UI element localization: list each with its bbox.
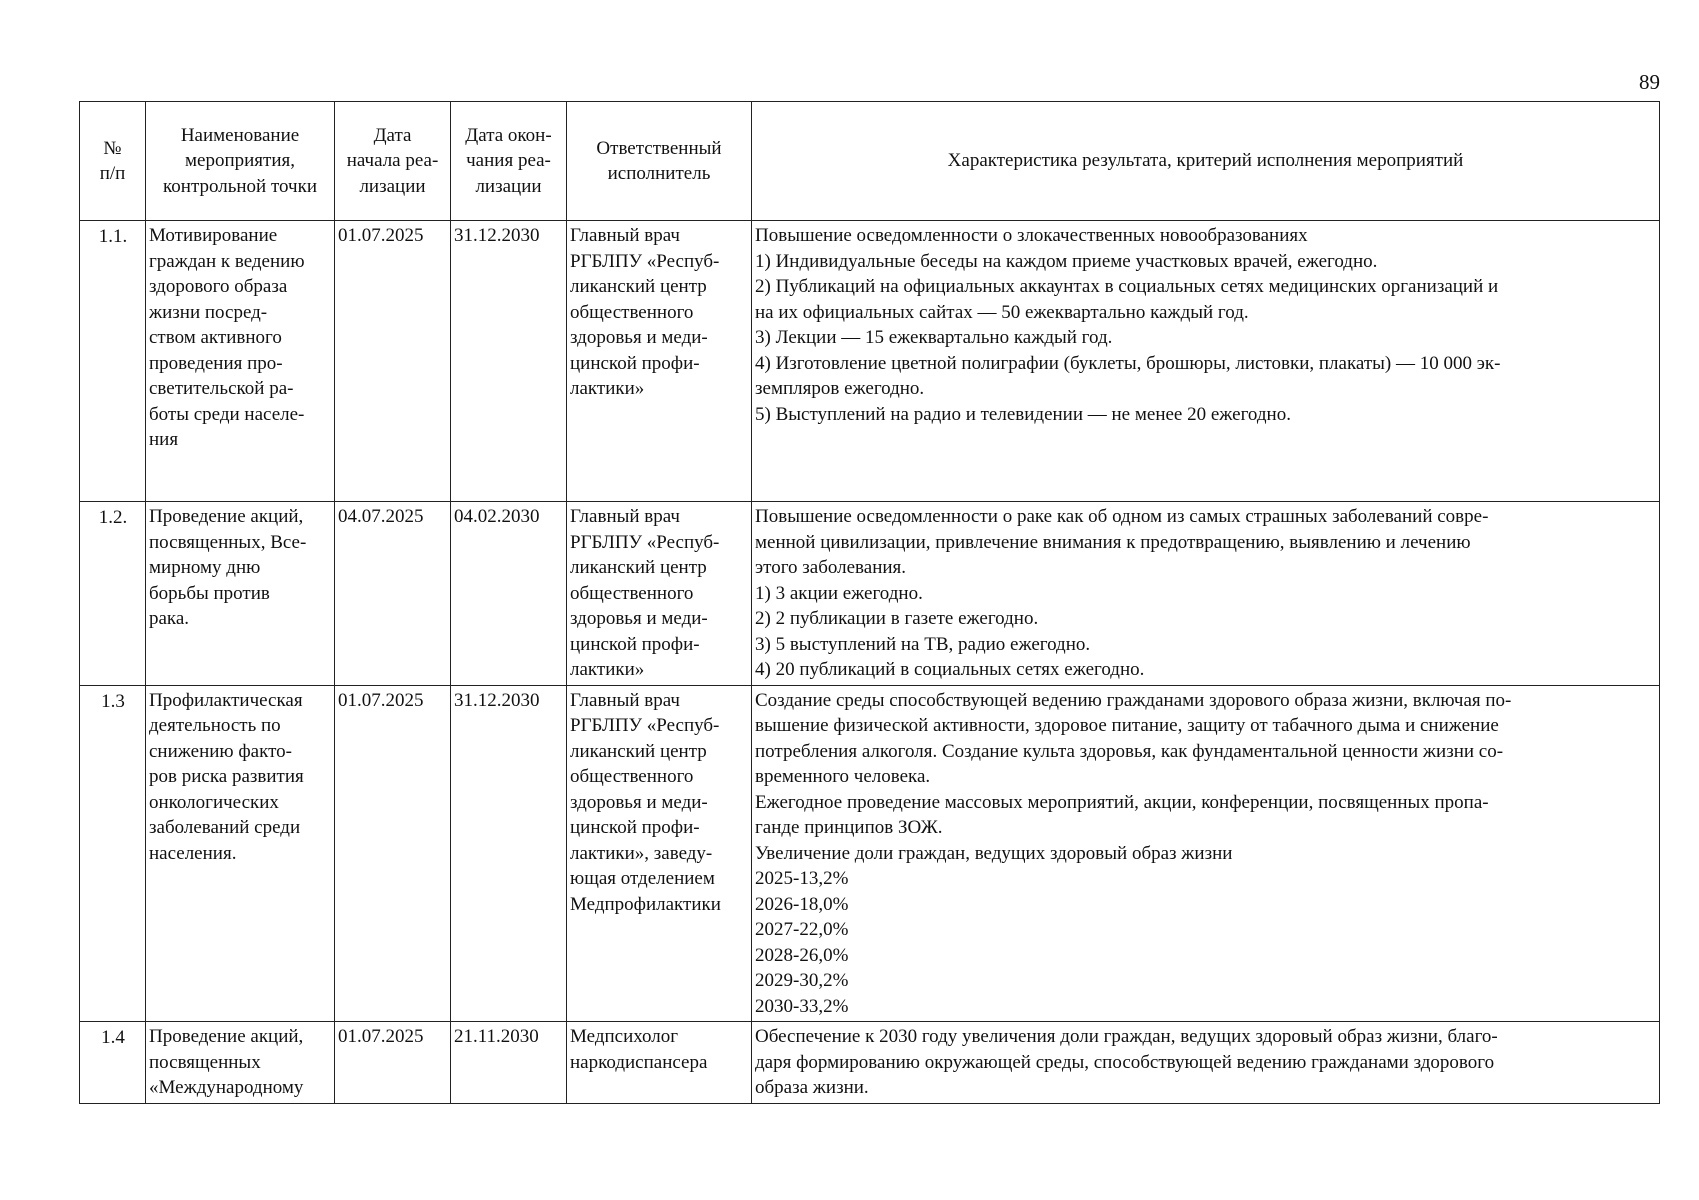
cell-line: 2) Публикаций на официальных аккаунтах в социальных сетях медицинских организаций и bbox=[755, 276, 1499, 297]
cell-line: Ответственный bbox=[596, 137, 722, 159]
cell-line: светительской ра- bbox=[149, 378, 294, 399]
cell-line: 3) Лекции — 15 ежеквартально каждый год. bbox=[755, 327, 1113, 348]
cell-line: «Международному bbox=[149, 1077, 304, 1098]
cell-line: Главный врач bbox=[570, 225, 680, 246]
cell-line: посвященных, Все- bbox=[149, 531, 307, 553]
cell-line: здорового образа bbox=[149, 276, 288, 297]
cell-line: вышение физической активности, здоровое питание, защиту от табачного дыма и снижение bbox=[755, 715, 1499, 736]
cell-line: временного человека. bbox=[755, 766, 931, 787]
cell-line: лактики», заведу- bbox=[570, 842, 713, 864]
cell-line: проведения про- bbox=[149, 352, 283, 374]
cell-line: Главный врач bbox=[570, 689, 680, 711]
cell-line: образа жизни. bbox=[755, 1077, 869, 1098]
row-name bbox=[146, 1022, 335, 1104]
cell-line: онкологических bbox=[149, 791, 279, 813]
cell-line: Медпрофилактики bbox=[570, 893, 721, 915]
cell-line: населения. bbox=[149, 842, 237, 864]
cell-line: Повышение осведомленности о злокачественных новообразованиях bbox=[755, 225, 1308, 246]
table-header-row bbox=[80, 102, 1660, 221]
cell-line: ликанский центр bbox=[570, 276, 707, 297]
cell-line: земпляров ежегодно. bbox=[755, 378, 925, 399]
table-row bbox=[80, 221, 1660, 502]
cell-line: РГБЛПУ «Респуб- bbox=[570, 531, 720, 553]
cell-line: 2030-33,2% bbox=[755, 995, 849, 1017]
cell-line: чания реа- bbox=[466, 150, 551, 172]
row-start-date: 04.07.2025 bbox=[335, 502, 451, 686]
cell-line: Проведение акций, bbox=[149, 1026, 304, 1047]
cell-line: рака. bbox=[149, 608, 190, 629]
activities-table bbox=[79, 101, 1660, 1104]
cell-line: 4) 20 публикаций в социальных сетях ежегодно. bbox=[755, 659, 1145, 680]
row-num: 1.4 bbox=[80, 1022, 146, 1104]
header-start-date bbox=[335, 102, 451, 221]
cell-line: общественного bbox=[570, 301, 694, 323]
page-number: 89 bbox=[1639, 70, 1660, 94]
cell-line: ганде принципов ЗОЖ. bbox=[755, 817, 943, 838]
cell-line: Мотивирование bbox=[149, 225, 278, 246]
cell-line: 3) 5 выступлений на ТВ, радио ежегодно. bbox=[755, 633, 1091, 655]
cell-line: деятельность по bbox=[149, 715, 281, 736]
cell-line: лизации bbox=[475, 175, 542, 197]
cell-line: ликанский центр bbox=[570, 557, 707, 578]
cell-line: ния bbox=[149, 429, 179, 450]
cell-line: здоровья и меди- bbox=[570, 791, 708, 813]
cell-line: наркодиспансера bbox=[570, 1051, 708, 1073]
cell-line: мероприятия, bbox=[185, 150, 295, 172]
cell-line: Профилактическая bbox=[149, 689, 303, 711]
cell-line: ров риска развития bbox=[149, 766, 304, 787]
row-name bbox=[146, 221, 335, 502]
cell-line: потребления алкоголя. Создание культа здоровья, как фундаментальной ценности жизни со- bbox=[755, 740, 1504, 762]
row-end-date: 31.12.2030 bbox=[451, 221, 567, 502]
header-num bbox=[80, 102, 146, 221]
table-row bbox=[80, 685, 1660, 1022]
cell-line: РГБЛПУ «Респуб- bbox=[570, 715, 720, 736]
row-end-date: 31.12.2030 bbox=[451, 685, 567, 1022]
cell-line: 2025-13,2% bbox=[755, 868, 849, 889]
row-num: 1.1. bbox=[80, 221, 146, 502]
cell-line: начала реа- bbox=[346, 150, 439, 172]
cell-line: лактики» bbox=[570, 659, 645, 680]
cell-line: Характеристика результата, критерий исполнения мероприятий bbox=[947, 150, 1464, 172]
cell-line: Наименование bbox=[180, 124, 300, 146]
cell-line: заболеваний среди bbox=[149, 817, 301, 838]
row-num: 1.2. bbox=[80, 502, 146, 686]
cell-line: этого заболевания. bbox=[755, 557, 907, 578]
row-result bbox=[752, 685, 1660, 1022]
cell-line: 2) 2 публикации в газете ежегодно. bbox=[755, 608, 1039, 629]
header-responsible bbox=[567, 102, 752, 221]
cell-line: 2028-26,0% bbox=[755, 944, 849, 966]
table-row bbox=[80, 502, 1660, 686]
cell-line: цинской профи- bbox=[570, 633, 700, 655]
row-result bbox=[752, 1022, 1660, 1104]
table-row bbox=[80, 1022, 1660, 1104]
row-end-date: 21.11.2030 bbox=[451, 1022, 567, 1104]
cell-line: № bbox=[103, 137, 122, 159]
row-end-date: 04.02.2030 bbox=[451, 502, 567, 686]
cell-line: Дата окон- bbox=[465, 124, 552, 146]
cell-line: общественного bbox=[570, 766, 694, 787]
cell-line: контрольной точки bbox=[163, 175, 317, 197]
row-responsible bbox=[567, 221, 752, 502]
cell-line: 2029-30,2% bbox=[755, 970, 849, 991]
cell-line: Проведение акций, bbox=[149, 506, 304, 527]
cell-line: здоровья и меди- bbox=[570, 327, 708, 348]
row-start-date: 01.07.2025 bbox=[335, 221, 451, 502]
row-start-date: 01.07.2025 bbox=[335, 685, 451, 1022]
cell-line: Медпсихолог bbox=[570, 1026, 679, 1047]
cell-line: Ежегодное проведение массовых мероприятий, акции, конференции, посвященных пропа- bbox=[755, 791, 1489, 813]
row-result bbox=[752, 221, 1660, 502]
row-responsible bbox=[567, 1022, 752, 1104]
cell-line: ющая отделением bbox=[570, 868, 715, 889]
cell-line: лизации bbox=[359, 175, 426, 197]
cell-line: лактики» bbox=[570, 378, 645, 399]
cell-line: 2026-18,0% bbox=[755, 893, 849, 915]
header-name bbox=[146, 102, 335, 221]
cell-line: даря формированию окружающей среды, способствующей ведению гражданами здорового bbox=[755, 1051, 1495, 1073]
row-responsible bbox=[567, 685, 752, 1022]
cell-line: здоровья и меди- bbox=[570, 608, 708, 629]
cell-line: общественного bbox=[570, 582, 694, 604]
cell-line: ством активного bbox=[149, 327, 282, 348]
cell-line: боты среди населе- bbox=[149, 403, 305, 425]
cell-line: п/п bbox=[99, 163, 126, 184]
cell-line: Создание среды способствующей ведению гражданами здорового образа жизни, включая по- bbox=[755, 689, 1512, 711]
row-start-date: 01.07.2025 bbox=[335, 1022, 451, 1104]
cell-line: снижению факто- bbox=[149, 740, 292, 762]
cell-line: Повышение осведомленности о раке как об одном из самых страшных заболеваний совре- bbox=[755, 506, 1489, 527]
cell-line: посвященных bbox=[149, 1051, 261, 1073]
row-name bbox=[146, 685, 335, 1022]
cell-line: Главный врач bbox=[570, 506, 680, 527]
cell-line: 1) Индивидуальные беседы на каждом приеме участковых врачей, ежегодно. bbox=[755, 250, 1378, 272]
row-responsible bbox=[567, 502, 752, 686]
header-end-date bbox=[451, 102, 567, 221]
cell-line: цинской профи- bbox=[570, 352, 700, 374]
row-name bbox=[146, 502, 335, 686]
cell-line: ликанский центр bbox=[570, 740, 707, 762]
cell-line: Обеспечение к 2030 году увеличения доли граждан, ведущих здоровый образ жизни, благо- bbox=[755, 1026, 1498, 1047]
cell-line: 4) Изготовление цветной полиграфии (буклеты, брошюры, листовки, плакаты) — 10 000 эк- bbox=[755, 352, 1501, 374]
cell-line: на их официальных сайтах — 50 ежеквартально каждый год. bbox=[755, 301, 1249, 323]
cell-line: Дата bbox=[373, 124, 412, 146]
cell-line: 5) Выступлений на радио и телевидении — не менее 20 ежегодно. bbox=[755, 403, 1291, 425]
cell-line: жизни посред- bbox=[149, 301, 268, 323]
cell-line: цинской профи- bbox=[570, 817, 700, 838]
cell-line: борьбы против bbox=[149, 582, 270, 604]
cell-line: исполнитель bbox=[607, 163, 711, 184]
header-result bbox=[752, 102, 1660, 221]
cell-line: менной цивилизации, привлечение внимания к предотвращению, выявлению и лечению bbox=[755, 531, 1471, 553]
cell-line: граждан к ведению bbox=[149, 250, 305, 272]
cell-line: 2027-22,0% bbox=[755, 919, 849, 940]
cell-line: Увеличение доли граждан, ведущих здоровый образ жизни bbox=[755, 842, 1233, 864]
cell-line: мирному дню bbox=[149, 557, 261, 578]
cell-line: РГБЛПУ «Респуб- bbox=[570, 250, 720, 272]
row-num: 1.3 bbox=[80, 685, 146, 1022]
row-result bbox=[752, 502, 1660, 686]
cell-line: 1) 3 акции ежегодно. bbox=[755, 582, 923, 604]
